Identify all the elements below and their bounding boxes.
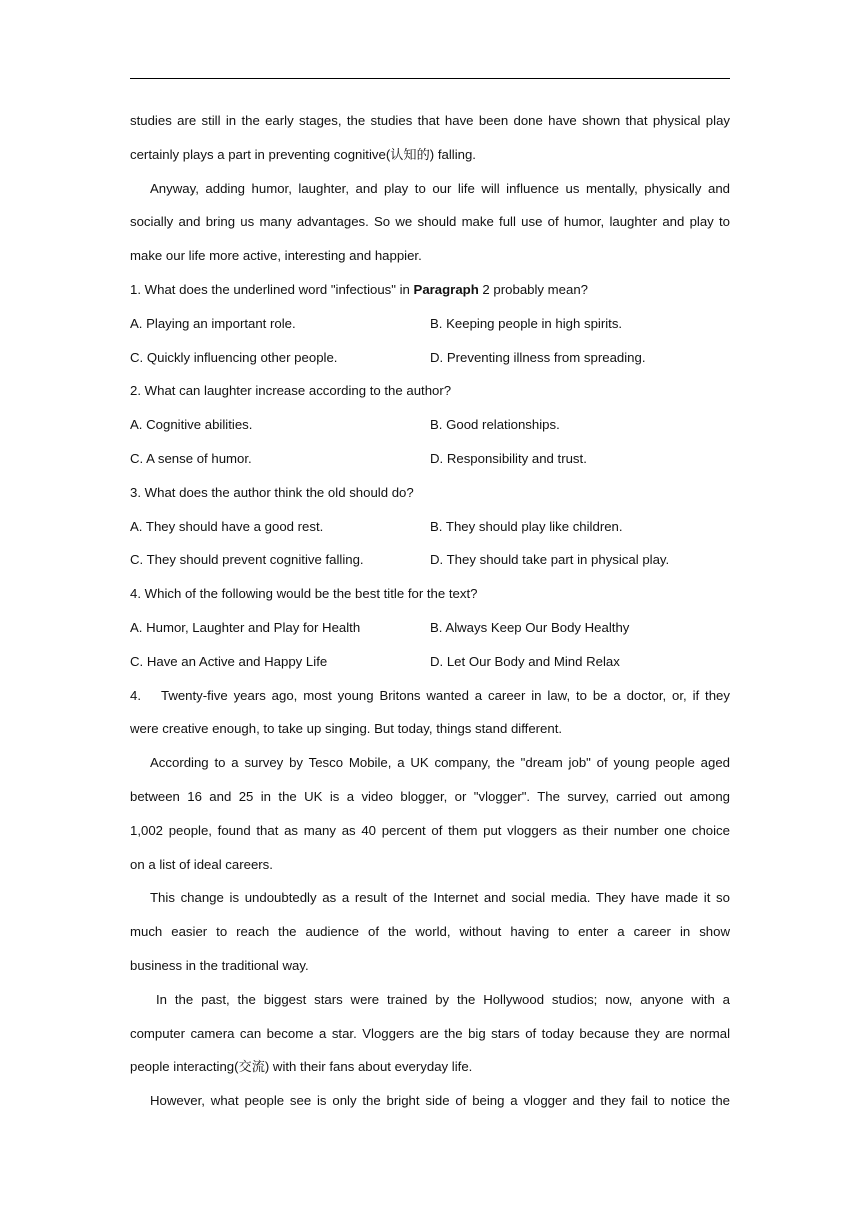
passage-line: certainly plays a part in preventing cognitive(认知的) falling. xyxy=(130,146,476,162)
question-stem: 2. What can laughter increase according to the author? xyxy=(130,383,452,399)
passage-line: socially and bring us many advantages. So we should make full use of humor, laughter and play to xyxy=(130,214,730,230)
header-rule xyxy=(130,78,730,79)
option-b[interactable]: B. Keeping people in high spirits. xyxy=(430,315,623,331)
option-c[interactable]: C. A sense of humor. xyxy=(130,450,252,466)
passage-line xyxy=(130,679,730,713)
passage-line: According to a survey by Tesco Mobile, a UK company, the "dream job" of young people aged xyxy=(150,755,730,771)
passage-line: Anyway, adding humor, laughter, and play to our life will influence us mentally, physically and xyxy=(150,180,730,196)
passage-line: on a list of ideal careers. xyxy=(130,856,273,872)
option-b[interactable]: B. They should play like children. xyxy=(430,518,623,534)
passage-line: between 16 and 25 in the UK is a video blogger, or "vlogger". The survey, carried out among xyxy=(130,788,730,804)
passage-line: make our life more active, interesting and happier. xyxy=(130,248,422,264)
passage-line: much easier to reach the audience of the world, without having to enter a career in show xyxy=(130,924,730,940)
question-stem-text: 1. What does the underlined word "infectious" in xyxy=(130,281,414,297)
option-row xyxy=(130,611,730,645)
option-d[interactable]: D. They should take part in physical play. xyxy=(430,552,670,568)
option-a[interactable]: A. They should have a good rest. xyxy=(130,518,324,534)
question-stem: 4. Which of the following would be the best title for the text? xyxy=(130,586,478,602)
option-a[interactable]: A. Humor, Laughter and Play for Health xyxy=(130,619,361,635)
option-row xyxy=(130,307,730,341)
passage-line: business in the traditional way. xyxy=(130,957,309,973)
passage-line: people interacting(交流) with their fans about everyday life. xyxy=(130,1059,473,1075)
passage-line: In the past, the biggest stars were trained by the Hollywood studios; now, anyone with a xyxy=(156,991,730,1007)
option-b[interactable]: B. Always Keep Our Body Healthy xyxy=(430,619,630,635)
passage-line: 1,002 people, found that as many as 40 percent of them put vloggers as their number one choice xyxy=(130,822,730,838)
question-stem xyxy=(130,273,730,307)
passage-number: 4. xyxy=(130,687,141,703)
option-row xyxy=(130,442,730,476)
option-row xyxy=(130,408,730,442)
passage-line: studies are still in the early stages, the studies that have been done have shown that physical play xyxy=(130,113,730,128)
option-c[interactable]: C. They should prevent cognitive falling. xyxy=(130,552,364,568)
option-d[interactable]: D. Preventing illness from spreading. xyxy=(430,349,646,365)
option-c[interactable]: C. Have an Active and Happy Life xyxy=(130,653,328,669)
option-d[interactable]: D. Let Our Body and Mind Relax xyxy=(430,653,620,669)
passage-line-text: Twenty-five years ago, most young Britons wanted a career in law, to be a doctor, or, if they xyxy=(161,687,730,703)
passage-line: computer camera can become a star. Vloggers are the big stars of today because they are normal xyxy=(130,1025,730,1041)
question-stem-bold: Paragraph xyxy=(413,281,479,297)
option-a[interactable]: A. Playing an important role. xyxy=(130,315,296,331)
passage-line: were creative enough, to take up singing. But today, things stand different. xyxy=(130,721,563,737)
passage-line: This change is undoubtedly as a result of the Internet and social media. They have made it so xyxy=(150,890,730,906)
option-d[interactable]: D. Responsibility and trust. xyxy=(430,450,587,466)
option-c[interactable]: C. Quickly influencing other people. xyxy=(130,349,338,365)
option-row xyxy=(130,645,730,679)
question-stem: 3. What does the author think the old should do? xyxy=(130,484,414,500)
option-row xyxy=(130,543,730,577)
option-row xyxy=(130,510,730,544)
option-b[interactable]: B. Good relationships. xyxy=(430,417,560,433)
question-stem-text: 2 probably mean? xyxy=(478,281,589,297)
option-a[interactable]: A. Cognitive abilities. xyxy=(130,417,253,433)
option-row xyxy=(130,341,730,375)
document-body xyxy=(130,104,730,1118)
passage-line: However, what people see is only the bright side of being a vlogger and they fail to notice the xyxy=(150,1093,730,1109)
